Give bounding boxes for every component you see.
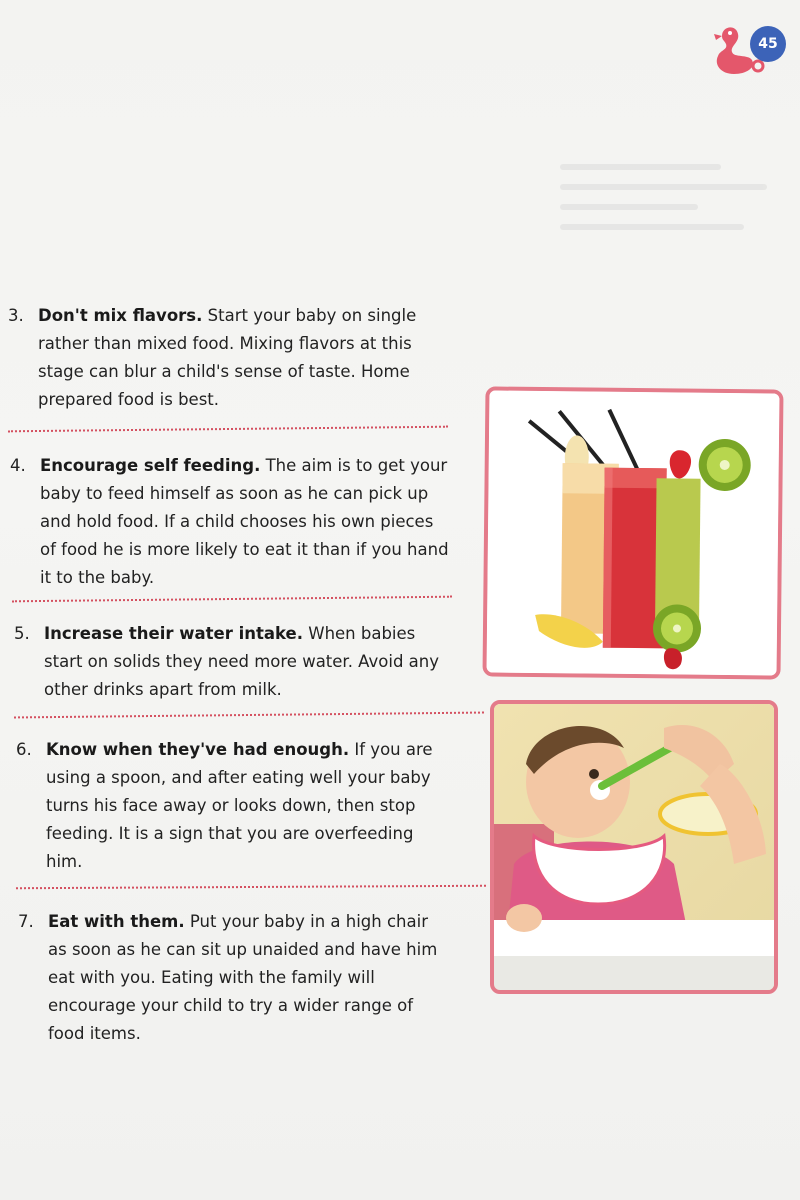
list-item-5 xyxy=(14,620,464,704)
page-number: 45 xyxy=(750,26,786,62)
item-heading: Encourage self feeding. xyxy=(40,456,261,475)
list-number: 7. xyxy=(18,912,34,931)
list-item-4 xyxy=(10,452,460,592)
item-body: When babies start on solids they need more water. Avoid any other drinks apart from milk. xyxy=(44,624,440,699)
item-heading: Know when they've had enough. xyxy=(46,740,350,759)
item-heading: Don't mix flavors. xyxy=(38,306,203,325)
list-number: 5. xyxy=(14,624,30,643)
list-item-3 xyxy=(8,302,458,414)
item-body: The aim is to get your baby to feed himself as soon as he can pick up and hold food. If a child chooses his own pieces of food he is more likely to eat it than if you hand it to the baby. xyxy=(40,456,449,587)
item-heading: Increase their water intake. xyxy=(44,624,303,643)
list-item-7 xyxy=(18,908,468,1048)
dotted-divider xyxy=(14,712,484,719)
list-number: 6. xyxy=(16,740,32,759)
dotted-divider xyxy=(12,596,452,603)
list-number: 3. xyxy=(8,306,24,325)
show-through-text xyxy=(560,150,790,270)
item-heading: Eat with them. xyxy=(48,912,185,931)
dotted-divider xyxy=(16,885,486,889)
page-number-badge xyxy=(708,20,794,80)
smoothie-photo xyxy=(482,386,783,679)
item-body: Start your baby on single rather than mixed food. Mixing flavors at this stage can blur a child's sense of taste. Home prepared food is best. xyxy=(38,306,417,409)
list-item-6 xyxy=(16,736,466,876)
dotted-divider xyxy=(8,426,448,433)
item-body: Put your baby in a high chair as soon as he can sit up unaided and have him eat with you. Eating with the family will encourage your child to try a wider range of food items. xyxy=(48,912,438,1043)
baby-feeding-photo xyxy=(490,700,778,994)
item-body: If you are using a spoon, and after eating well your baby turns his face away or looks down, then stop feeding. It is a sign that you are overfeeding him. xyxy=(46,740,433,871)
list-number: 4. xyxy=(10,456,26,475)
